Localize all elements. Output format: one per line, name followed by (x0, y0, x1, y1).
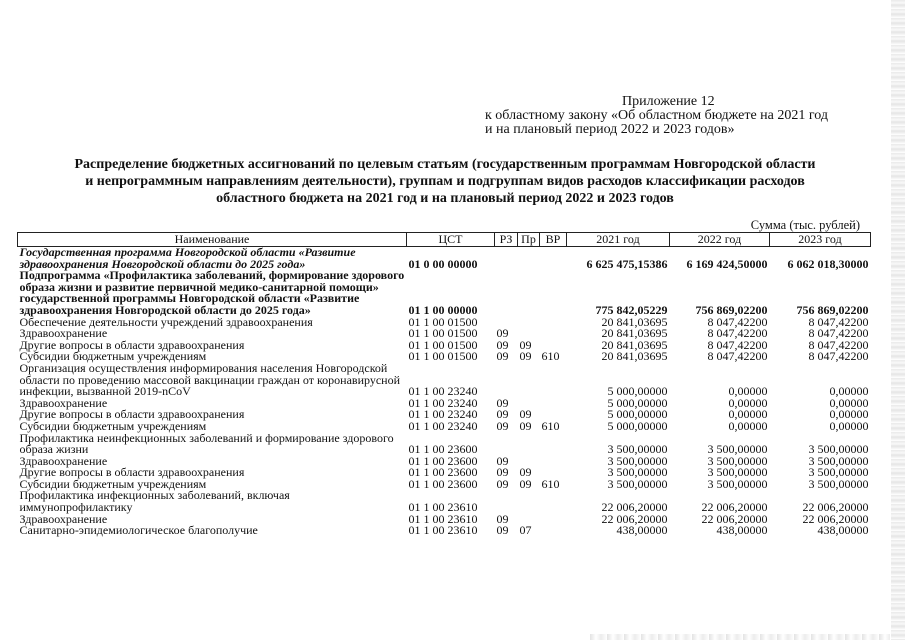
header-cst: ЦСТ (407, 233, 495, 247)
appendix-note (485, 95, 828, 137)
header-name: Наименование (18, 233, 407, 247)
row-2023: 8 047,42200 (808, 314, 869, 329)
row-pr (518, 433, 540, 456)
row-vr: 610 (541, 349, 560, 364)
row-2021: 20 841,03695 (601, 349, 668, 364)
row-2021: 5 000,00000 (607, 418, 668, 433)
appendix-number: Приложение 12 (622, 94, 715, 109)
row-rz: 09 (496, 326, 509, 341)
scan-bottom-shading (590, 634, 890, 640)
row-rz (495, 270, 518, 316)
row-2021: 3 500,00000 (607, 442, 668, 457)
row-vr (540, 456, 567, 468)
title-line-2: и непрограммным направлениям деятельности), группам и подгруппам видов расходов классификации расходов (85, 174, 805, 189)
row-pr: 09 (519, 407, 532, 422)
row-2023: 3 500,00000 (808, 453, 869, 468)
row-2023: 8 047,42200 (808, 349, 869, 364)
row-name: Государственная программа Новгородской области «Развитие здравоохранения Новгородской области до 2025 года» (19, 245, 356, 271)
row-vr (540, 398, 567, 410)
row-2023: 8 047,42200 (808, 326, 869, 341)
row-2021: 3 500,00000 (607, 476, 668, 491)
unit-label: Сумма (тыс. рублей) (750, 218, 860, 232)
row-2023: 22 006,20000 (802, 500, 869, 515)
header-vr: ВР (540, 233, 567, 247)
row-2023: 0,00000 (829, 407, 869, 422)
row-2022: 3 500,00000 (707, 453, 768, 468)
row-cst: 01 1 00 23240 (408, 418, 478, 433)
row-rz: 09 (496, 465, 509, 480)
budget-table (17, 232, 871, 537)
header-pr: Пр (518, 233, 540, 247)
row-name: Обеспечение деятельности учреждений здравоохранения (19, 314, 313, 329)
row-2021: 775 842,05229 (595, 302, 668, 317)
row-cst: 01 1 00 23610 (408, 511, 478, 526)
header-rz: РЗ (495, 233, 518, 247)
appendix-period: и на плановый период 2022 и 2023 годов» (485, 122, 735, 137)
row-2021: 5 000,00000 (607, 395, 668, 410)
document-title (20, 156, 870, 207)
row-2021: 438,00000 (616, 523, 668, 538)
row-cst: 01 1 00 23240 (408, 395, 478, 410)
row-2022: 8 047,42200 (707, 314, 768, 329)
row-vr: 610 (541, 476, 560, 491)
row-2022: 8 047,42200 (707, 349, 768, 364)
row-name: Профилактика инфекционных заболеваний, включая иммунопрофилактику (19, 488, 290, 515)
row-pr (518, 317, 540, 329)
table-row (18, 270, 871, 316)
row-2023: 6 062 018,30000 (787, 256, 869, 271)
row-pr: 09 (519, 476, 532, 491)
row-cst: 01 1 00 23600 (408, 476, 478, 491)
row-name: Субсидии бюджетным учреждениям (19, 476, 207, 491)
row-rz: 09 (496, 453, 509, 468)
row-cst: 01 1 00 23240 (408, 384, 478, 399)
row-rz: 09 (496, 337, 509, 352)
row-2022: 0,00000 (728, 407, 768, 422)
row-rz: 09 (496, 523, 509, 538)
row-cst: 01 1 00 23600 (408, 453, 478, 468)
row-rz: 09 (496, 349, 509, 364)
row-rz: 09 (496, 511, 509, 526)
row-rz: 09 (496, 476, 509, 491)
row-2021: 20 841,03695 (601, 337, 668, 352)
row-pr: 09 (519, 465, 532, 480)
row-cst: 01 0 00 00000 (408, 256, 478, 271)
row-2021: 3 500,00000 (607, 453, 668, 468)
row-pr: 07 (519, 523, 532, 538)
row-rz: 09 (496, 418, 509, 433)
row-2021: 22 006,20000 (601, 500, 668, 515)
header-2021: 2021 год (567, 233, 670, 247)
row-vr (540, 270, 567, 316)
row-vr (540, 490, 567, 513)
row-cst: 01 1 00 23610 (408, 523, 478, 538)
row-vr: 610 (541, 418, 560, 433)
table-row (18, 247, 871, 271)
row-pr (518, 490, 540, 513)
row-pr (518, 247, 540, 271)
row-vr (540, 363, 567, 398)
row-vr (540, 317, 567, 329)
row-2022: 3 500,00000 (707, 465, 768, 480)
row-2023: 438,00000 (817, 523, 869, 538)
row-2023: 0,00000 (829, 418, 869, 433)
row-name: Санитарно-эпидемиологическое благополучие (19, 523, 258, 538)
row-vr (540, 433, 567, 456)
row-name: Профилактика неинфекционных заболеваний и формирование здорового образа жизни (19, 430, 394, 457)
row-2022: 3 500,00000 (707, 476, 768, 491)
row-pr: 09 (519, 349, 532, 364)
row-2022: 6 169 424,50000 (686, 256, 768, 271)
row-name: Организация осуществления информирования населения Новгородской области по проведению массовой вакцинации граждан от коронавирусной инфекции, вызванной 2019-nCoV (19, 360, 401, 399)
row-vr (540, 514, 567, 526)
row-2022: 0,00000 (728, 395, 768, 410)
table-row (18, 525, 871, 537)
row-2023: 3 500,00000 (808, 442, 869, 457)
row-vr (540, 328, 567, 340)
row-pr (518, 270, 540, 316)
row-name: Субсидии бюджетным учреждениям (19, 349, 207, 364)
row-cst: 01 1 00 01500 (408, 337, 478, 352)
row-2023: 756 869,02200 (796, 302, 869, 317)
row-rz (495, 363, 518, 398)
row-cst: 01 1 00 00000 (408, 302, 478, 317)
row-cst: 01 1 00 01500 (408, 314, 478, 329)
header-2022: 2022 год (670, 233, 770, 247)
row-cst: 01 1 00 01500 (408, 349, 478, 364)
row-name: Подпрограмма «Профилактика заболеваний, формирование здорового образа жизни и развитие первичной медико-санитарной помощи» государственной программы Новгородской области «Развитие здравоохранения Новгородской области до 2025 года» (19, 268, 405, 317)
row-cst: 01 1 00 23600 (408, 442, 478, 457)
row-2021: 6 625 475,15386 (586, 256, 668, 271)
title-line-1: Распределение бюджетных ассигнований по целевым статьям (государственным программам Новгородской области (74, 157, 816, 172)
row-name: Другие вопросы в области здравоохранения (19, 337, 245, 352)
row-name: Другие вопросы в области здравоохранения (19, 407, 245, 422)
row-name: Здравоохранение (19, 453, 108, 468)
row-pr: 09 (519, 337, 532, 352)
row-pr: 09 (519, 418, 532, 433)
row-2023: 0,00000 (829, 395, 869, 410)
row-2023: 3 500,00000 (808, 476, 869, 491)
row-name: Здравоохранение (19, 511, 108, 526)
row-name: Другие вопросы в области здравоохранения (19, 465, 245, 480)
row-cst: 01 1 00 23610 (408, 500, 478, 515)
row-2022: 8 047,42200 (707, 326, 768, 341)
row-name: Субсидии бюджетным учреждениям (19, 418, 207, 433)
row-2021: 3 500,00000 (607, 465, 668, 480)
row-rz (495, 433, 518, 456)
title-line-3: областного бюджета на 2021 год и на плановый период 2022 и 2023 годов (216, 191, 674, 206)
row-vr (540, 247, 567, 271)
row-2021: 5 000,00000 (607, 407, 668, 422)
row-name: Здравоохранение (19, 395, 108, 410)
row-2022: 3 500,00000 (707, 442, 768, 457)
table-row (18, 363, 871, 398)
row-2021: 5 000,00000 (607, 384, 668, 399)
row-2021: 20 841,03695 (601, 314, 668, 329)
row-pr (518, 363, 540, 398)
row-2023: 0,00000 (829, 384, 869, 399)
row-2022: 0,00000 (728, 418, 768, 433)
row-2022: 756 869,02200 (695, 302, 768, 317)
row-2021: 22 006,20000 (601, 511, 668, 526)
appendix-law-reference: к областному закону «Об областном бюджете на 2021 год (485, 108, 828, 123)
row-cst: 01 1 00 01500 (408, 326, 478, 341)
row-rz: 09 (496, 407, 509, 422)
table-row (18, 433, 871, 456)
row-2023: 22 006,20000 (802, 511, 869, 526)
row-cst: 01 1 00 23600 (408, 465, 478, 480)
row-2022: 8 047,42200 (707, 337, 768, 352)
row-2023: 8 047,42200 (808, 337, 869, 352)
row-rz (495, 490, 518, 513)
row-2022: 22 006,20000 (701, 511, 768, 526)
row-2023: 3 500,00000 (808, 465, 869, 480)
header-2023: 2023 год (770, 233, 871, 247)
row-cst: 01 1 00 23240 (408, 407, 478, 422)
table-row (18, 490, 871, 513)
row-name: Здравоохранение (19, 326, 108, 341)
row-2022: 0,00000 (728, 384, 768, 399)
row-2022: 438,00000 (716, 523, 768, 538)
row-2022: 22 006,20000 (701, 500, 768, 515)
row-vr (540, 525, 567, 537)
row-2021: 20 841,03695 (601, 326, 668, 341)
row-rz: 09 (496, 395, 509, 410)
scan-edge-shading (891, 0, 905, 640)
row-rz (495, 247, 518, 271)
